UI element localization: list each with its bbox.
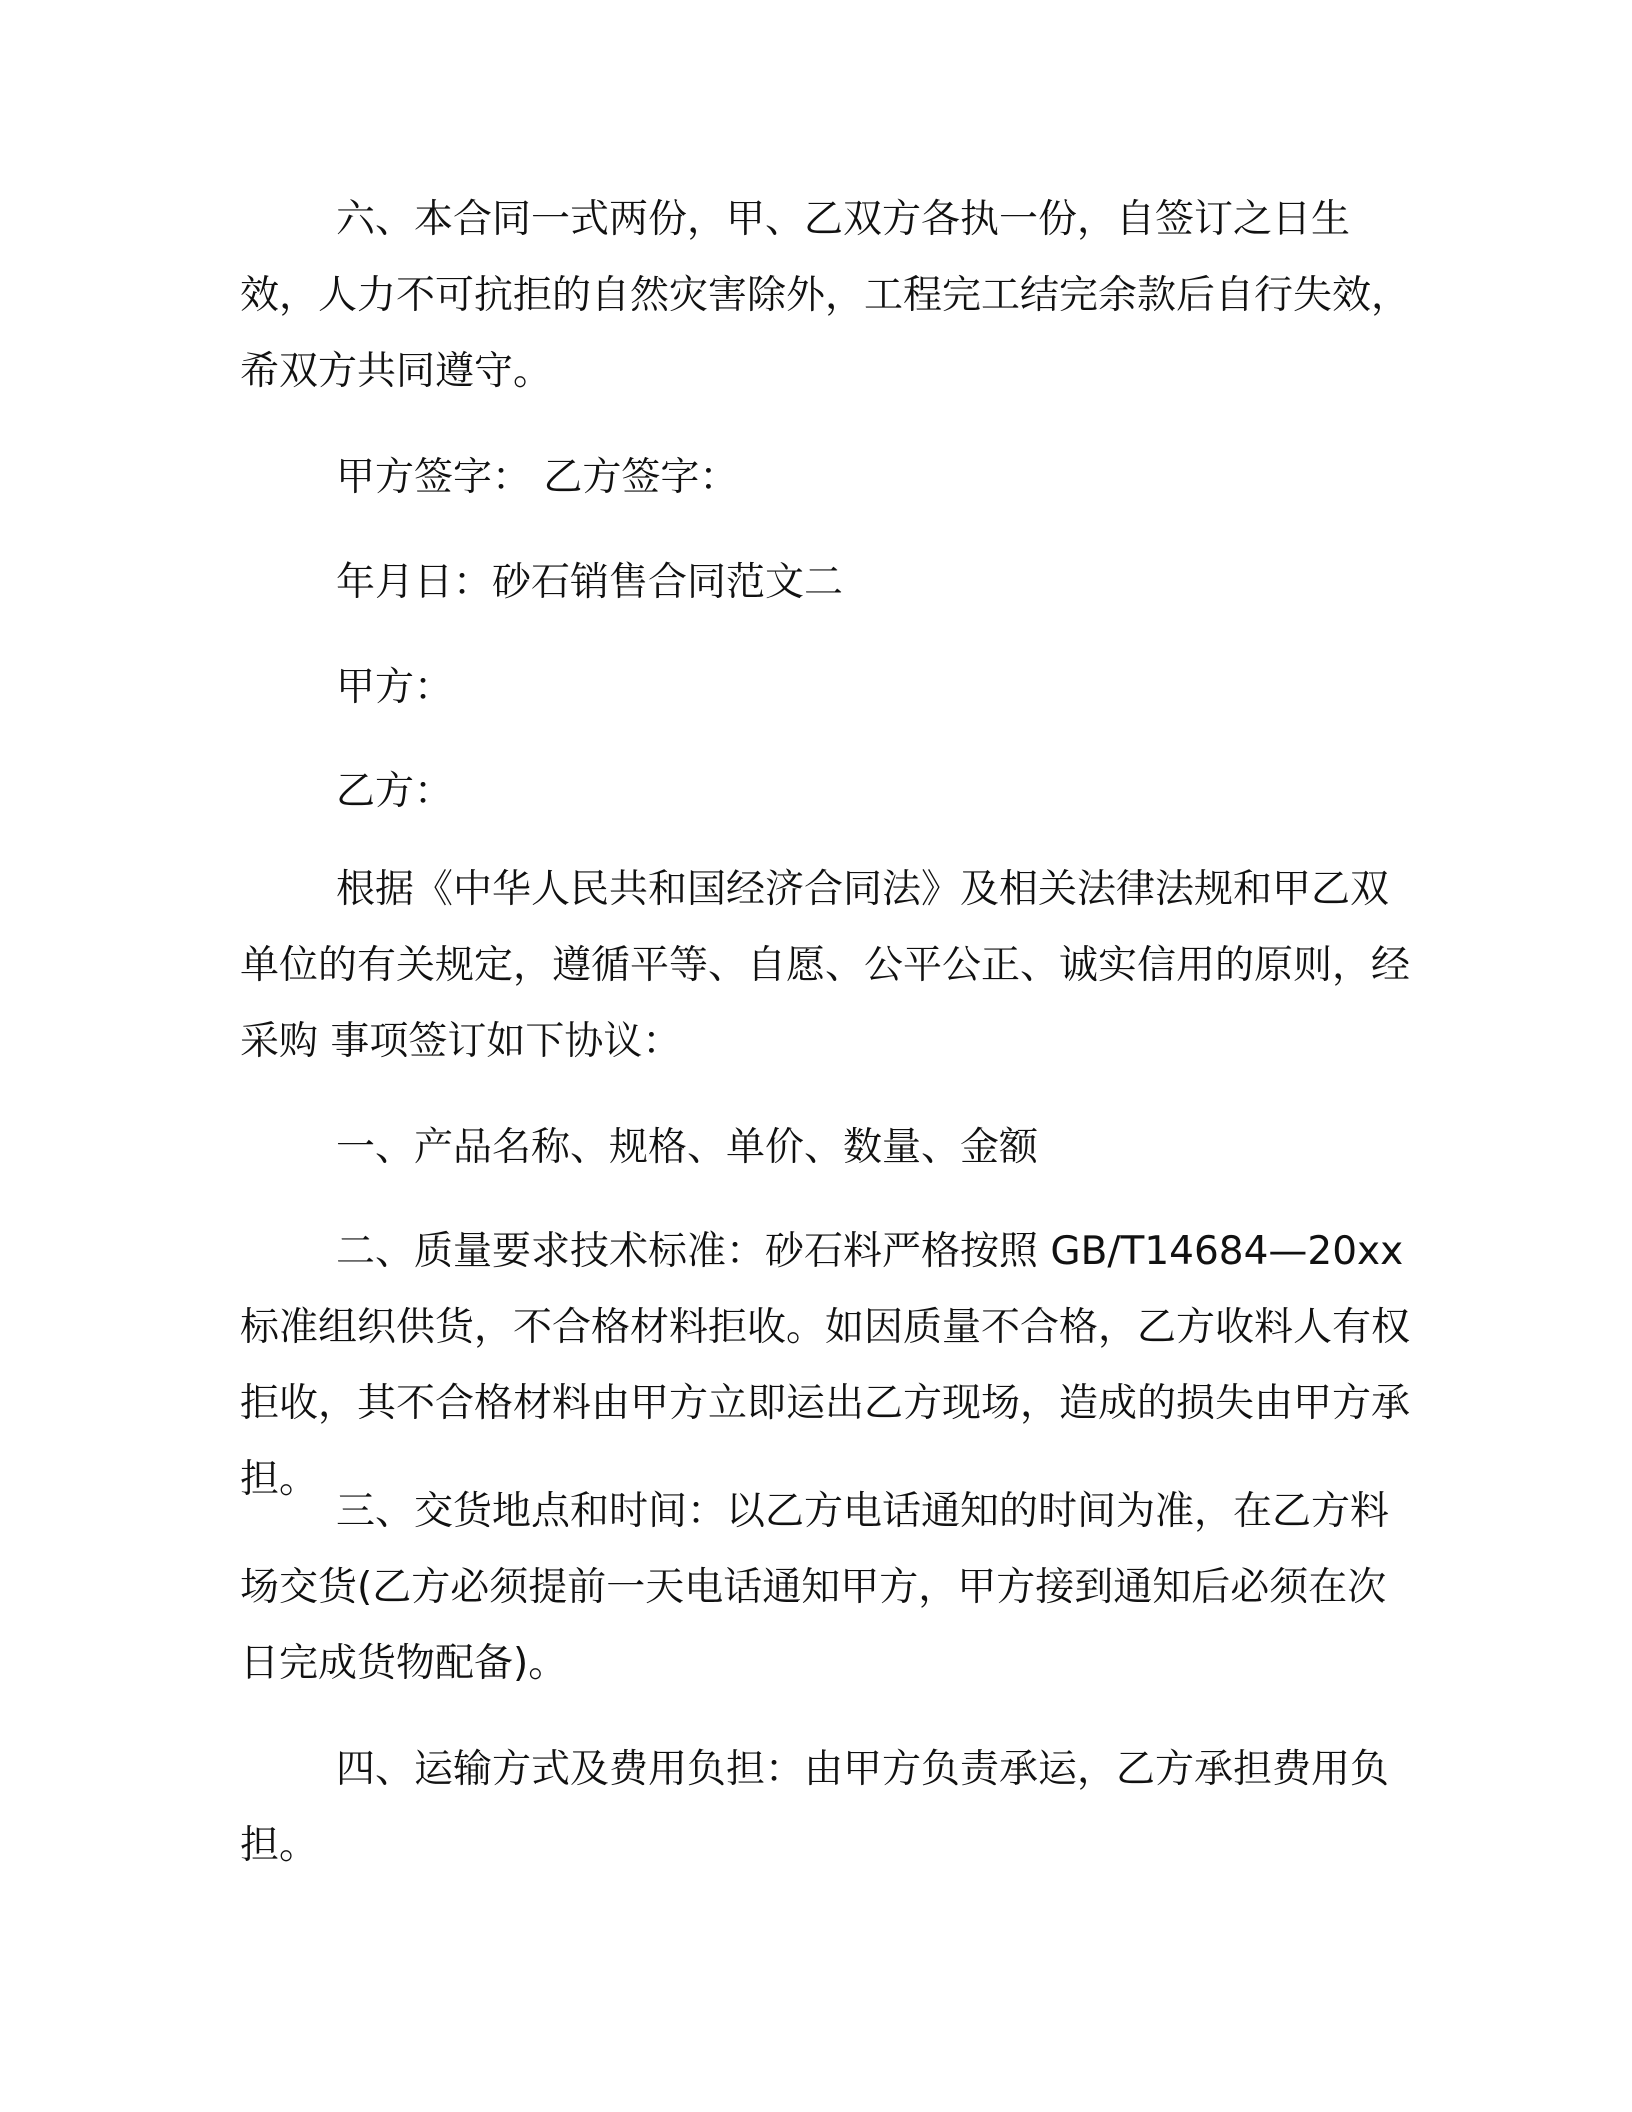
party-b-line: 乙方： (336, 769, 454, 814)
date-and-title-line: 年月日：砂石销售合同范文二 (336, 560, 844, 605)
clause-two-paragraph: 二、质量要求技术标准：砂石料严格按照 GB/T14684—20xx 标准组织供货，不合格材料拒收。如因质量不合格，乙方收料人有权拒收，其不合格材料由甲方立即运出乙方现场，造成的损失由甲方承担。 (240, 1229, 1416, 1502)
party-a-line: 甲方： (336, 665, 454, 710)
clause-three-paragraph: 三、交货地点和时间：以乙方电话通知的时间为准，在乙方料场交货(乙方必须提前一天电话通知甲方，甲方接到通知后必须在次日完成货物配备)。 (240, 1489, 1390, 1686)
clause-one-paragraph: 一、产品名称、规格、单价、数量、金额 (336, 1125, 1039, 1170)
signature-line: 甲方签字： 乙方签字： (336, 455, 739, 500)
clause-four-paragraph: 四、运输方式及费用负担：由甲方负责承运，乙方承担费用负担。 (240, 1747, 1390, 1868)
preamble-paragraph: 根据《中华人民共和国经济合同法》及相关法律法规和甲乙双单位的有关规定，遵循平等、自愿、公平公正、诚实信用的原则，经采购 事项签订如下协议： (240, 867, 1411, 1064)
clause-six-paragraph: 六、本合同一式两份，甲、乙双方各执一份，自签订之日生效，人力不可抗拒的自然灾害除外，工程完工结完余款后自行失效，希双方共同遵守。 (240, 197, 1411, 394)
